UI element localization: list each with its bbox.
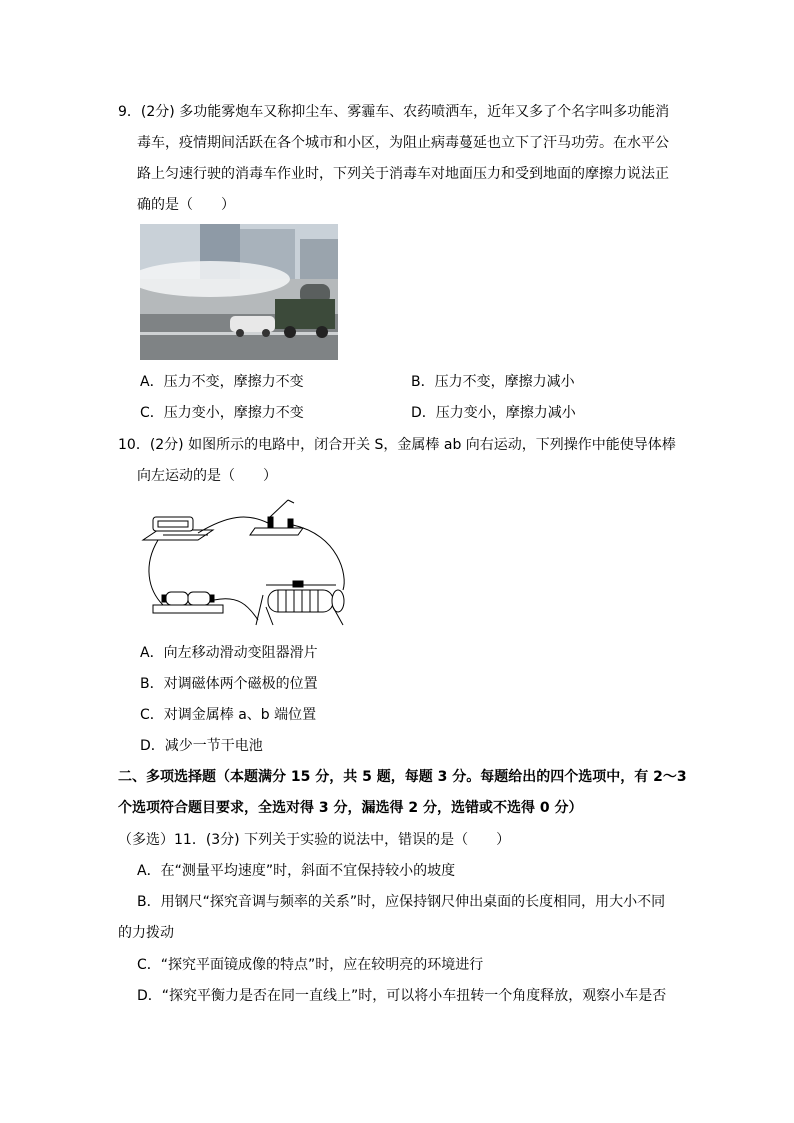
disinfection-truck-photo bbox=[140, 224, 338, 360]
circuit-diagram bbox=[138, 495, 353, 630]
q11-option-c: C．“探究平面镜成像的特点”时，应在较明亮的环境进行 bbox=[137, 957, 484, 973]
q9-option-b: B．压力不变，摩擦力减小 bbox=[411, 374, 575, 390]
q11-stem: （多选）11．(3分) 下列关于实验的说法中，错误的是（ ） bbox=[118, 832, 511, 848]
q9-line-4: 确的是（ ） bbox=[137, 197, 235, 213]
q11-option-b-line-2: 的力拨动 bbox=[118, 925, 174, 941]
q11-option-d: D．“探究平衡力是否在同一直线上”时，可以将小车扭转一个角度释放，观察小车是否 bbox=[137, 988, 667, 1004]
q9-line-3: 路上匀速行驶的消毒车作业时，下列关于消毒车对地面压力和受到地面的摩擦力说法正 bbox=[137, 166, 669, 182]
q9-option-a: A．压力不变，摩擦力不变 bbox=[140, 374, 304, 390]
q10-option-d: D．减少一节干电池 bbox=[140, 738, 263, 754]
q9-option-c: C．压力变小，摩擦力不变 bbox=[140, 405, 304, 421]
q10-option-c: C．对调金属棒 a、b 端位置 bbox=[140, 707, 317, 723]
q10-option-a: A．向左移动滑动变阻器滑片 bbox=[140, 645, 318, 661]
q9-option-d: D．压力变小，摩擦力减小 bbox=[411, 405, 576, 421]
q10-line-2: 向左运动的是（ ） bbox=[137, 468, 277, 484]
q10-option-b: B．对调磁体两个磁极的位置 bbox=[140, 676, 318, 692]
section-2-heading-line-1: 二、多项选择题（本题满分 15 分，共 5 题，每题 3 分。每题给出的四个选项中，有 2～3 bbox=[118, 769, 687, 785]
section-2-heading-line-2: 个选项符合题目要求，全选对得 3 分，漏选得 2 分，选错或不选得 0 分） bbox=[118, 800, 583, 816]
q9-line-1: 9．(2分) 多功能雾炮车又称抑尘车、雾霾车、农药喷洒车，近年又多了个名字叫多功能消 bbox=[118, 104, 670, 120]
q11-option-a: A．在“测量平均速度”时，斜面不宜保持较小的坡度 bbox=[137, 863, 456, 879]
q11-option-b-line-1: B．用钢尺“探究音调与频率的关系”时，应保持钢尺伸出桌面的长度相同，用大小不同 bbox=[137, 894, 666, 910]
q9-line-2: 毒车，疫情期间活跃在各个城市和小区，为阻止病毒蔓延也立下了汗马功劳。在水平公 bbox=[137, 135, 669, 151]
q10-line-1: 10．(2分) 如图所示的电路中，闭合开关 S，金属棒 ab 向右运动，下列操作中能使导体棒 bbox=[118, 437, 676, 453]
